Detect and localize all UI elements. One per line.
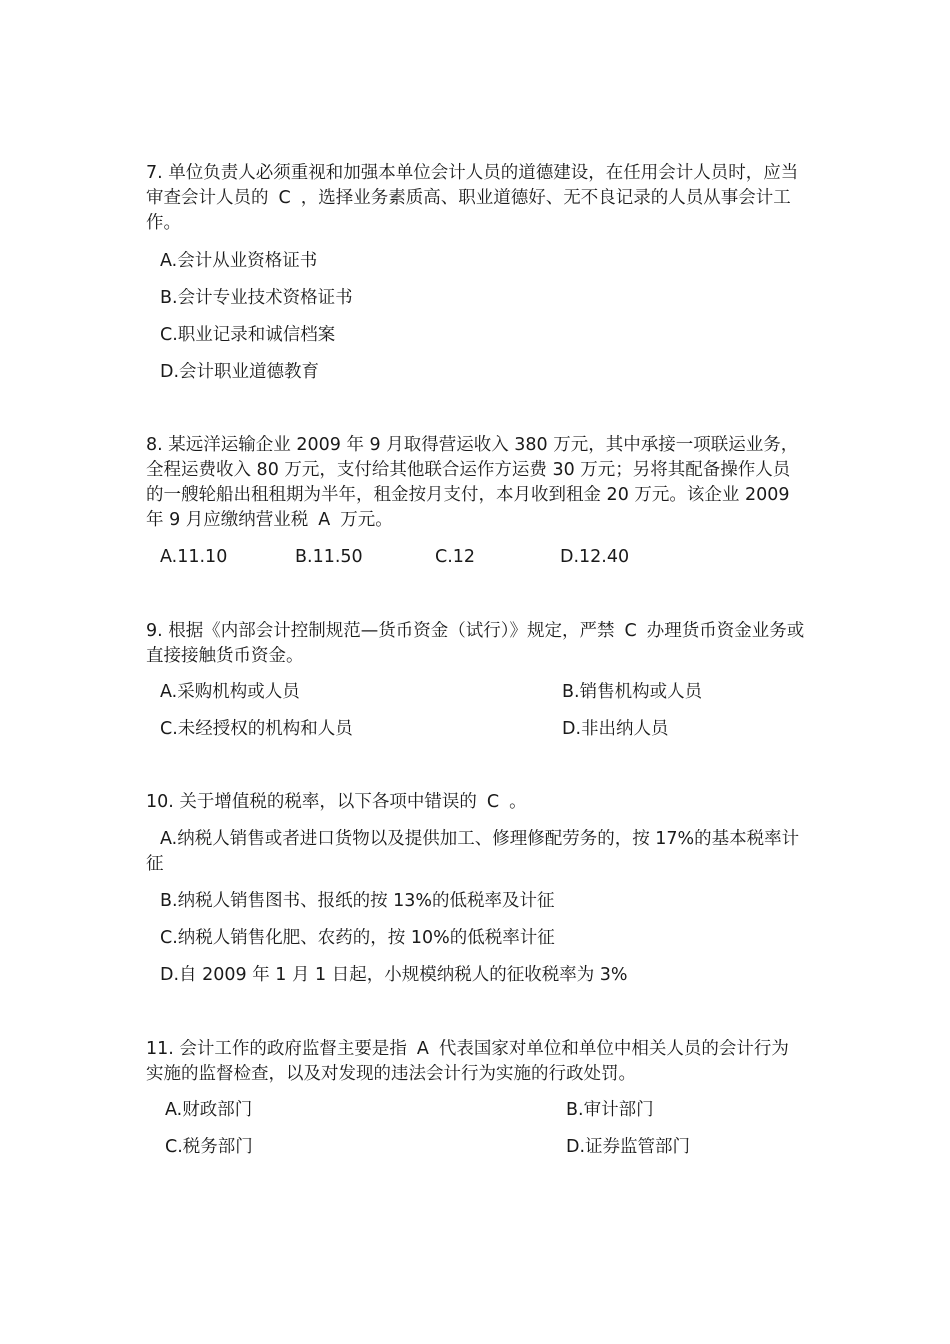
option-d: D.会计职业道德教育 <box>160 362 320 382</box>
option-b: B.销售机构或人员 <box>562 682 703 702</box>
question-11 <box>146 1037 806 1087</box>
question-text: 根据《内部会计控制规范—货币资金（试行）》规定，严禁 <box>168 621 615 641</box>
question-number: 7. <box>146 163 163 183</box>
option-a: A.采购机构或人员 <box>160 682 300 702</box>
option-a: A.纳税人销售或者进口货物以及提供加工、修理修配劳务的，按 17%的基本税率计征 <box>146 829 800 874</box>
question-text: 某远洋运输企业 2009 年 9 月取得营运收入 380 万元，其中承接一项联运业务，全程运费收入 80 万元，支付给其他联合运作方运费 30 万元；另将其配备操作人员的一艘轮船出租租期为半年，租金按月支付，本月收到租金 20 万元。该企业 2009 年 9 月应缴纳营业税 <box>146 435 799 530</box>
question-number: 8. <box>146 435 163 455</box>
option-d: D.12.40 <box>560 547 630 567</box>
option-b: B.纳税人销售图书、报纸的按 13%的低税率及计征 <box>160 891 555 911</box>
option-b: B.审计部门 <box>566 1100 654 1120</box>
question-7 <box>146 161 806 236</box>
option-b: B.会计专业技术资格证书 <box>160 288 353 308</box>
option-a: A.会计从业资格证书 <box>160 251 318 271</box>
answer: C <box>486 792 500 812</box>
option-c: C.未经授权的机构和人员 <box>160 719 353 739</box>
answer: C <box>624 621 637 641</box>
option-d: D.自 2009 年 1 月 1 日起，小规模纳税人的征收税率为 3% <box>160 965 628 985</box>
option-c: C.12 <box>435 547 476 567</box>
option-a: A.财政部门 <box>165 1100 253 1120</box>
question-text-cont: ，选择业务素质高、职业道德好、无不良记录的人员从事会计工作。 <box>146 188 791 233</box>
question-text-cont: 万元。 <box>340 510 393 530</box>
option-d: D.证券监管部门 <box>566 1137 691 1157</box>
question-number: 9. <box>146 621 163 641</box>
option-c: C.税务部门 <box>165 1137 253 1157</box>
question-number: 11. <box>146 1039 174 1059</box>
question-9 <box>146 619 806 669</box>
answer: A <box>416 1039 429 1059</box>
question-10 <box>146 790 806 815</box>
answer: C <box>278 188 291 208</box>
question-text-cont: 办理货币资金业务或直接接触货币资金。 <box>146 621 805 666</box>
option-d: D.非出纳人员 <box>562 719 669 739</box>
question-text-cont: 代表国家对单位和单位中相关人员的会计行为实施的监督检查，以及对发现的违法会计行为实施的行政处罚。 <box>146 1039 789 1084</box>
question-text: 单位负责人必须重视和加强本单位会计人员的道德建设，在任用会计人员时，应当审查会计人员的 <box>146 163 799 208</box>
question-text: 会计工作的政府监督主要是指 <box>179 1039 407 1059</box>
question-text: 关于增值税的税率，以下各项中错误的 <box>179 792 477 812</box>
question-8 <box>146 433 806 533</box>
answer: A <box>318 510 331 530</box>
question-number: 10. <box>146 792 174 812</box>
option-c: C.职业记录和诚信档案 <box>160 325 336 345</box>
question-text-cont: 。 <box>509 792 527 812</box>
option-c: C.纳税人销售化肥、农药的，按 10%的低税率计征 <box>160 928 555 948</box>
option-a: A.11.10 <box>160 547 228 567</box>
option-b: B.11.50 <box>295 547 363 567</box>
